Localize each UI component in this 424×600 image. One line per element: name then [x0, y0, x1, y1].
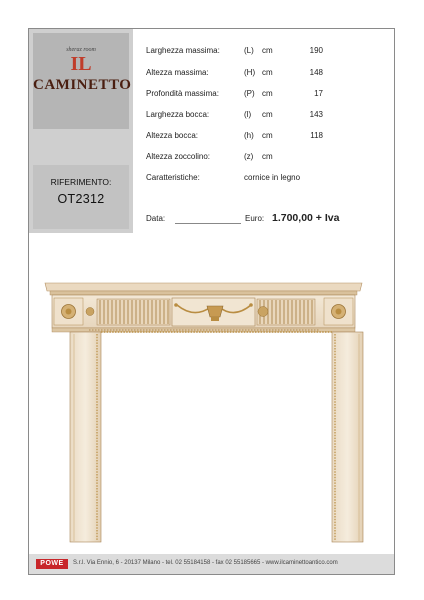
spec-value: 17: [314, 89, 323, 98]
spec-label: Larghezza massima:: [146, 46, 220, 55]
logo-name: CAMINETTO: [33, 77, 132, 93]
date-field-line: [175, 223, 241, 224]
spec-unit: cm: [262, 152, 273, 161]
spec-unit: cm: [262, 89, 273, 98]
characteristics-label: Caratteristiche:: [146, 173, 200, 182]
spec-value: 148: [309, 68, 323, 77]
spec-symbol: (h): [244, 131, 254, 140]
logo-il: IL: [70, 53, 92, 75]
price-label: Euro:: [245, 214, 265, 223]
company-badge: POWE: [36, 559, 68, 569]
date-label: Data:: [146, 214, 166, 223]
spec-label: Altezza zoccolino:: [146, 152, 211, 161]
spec-label: Profondità massima:: [146, 89, 219, 98]
sidebar: [29, 29, 133, 233]
characteristics-value: cornice in legno: [244, 173, 301, 182]
spec-unit: cm: [262, 110, 273, 119]
spec-unit: cm: [262, 131, 273, 140]
reference-label: RIFERIMENTO:: [50, 177, 112, 187]
spec-unit: cm: [262, 68, 273, 77]
footer-contact: S.r.l. Via Ennio, 6 - 20137 Milano - tel. 02 55184158 - fax 02 55185665 - www.ilcaminettoantico.com: [73, 560, 338, 566]
price-value: 1.700,00 + Iva: [272, 211, 340, 224]
spec-symbol: (P): [244, 89, 255, 98]
spec-label: Larghezza bocca:: [146, 110, 210, 119]
logo: [33, 33, 132, 129]
spec-value: 118: [310, 131, 323, 140]
spec-symbol: (L): [244, 46, 254, 55]
reference-box: [33, 165, 129, 229]
spec-value: 143: [309, 110, 323, 119]
spec-label: Altezza bocca:: [146, 131, 199, 140]
logo-tagline: sheraz room: [66, 47, 96, 53]
spec-sheet: [28, 28, 395, 575]
spec-unit: cm: [262, 46, 273, 55]
spec-label: Altezza massima:: [146, 68, 209, 77]
spec-value: 190: [309, 46, 323, 55]
footer: [29, 554, 394, 574]
reference-code: OT2312: [57, 192, 105, 206]
spec-symbol: (l): [244, 110, 252, 119]
spec-symbol: (z): [244, 152, 254, 161]
spec-symbol: (H): [244, 68, 256, 77]
